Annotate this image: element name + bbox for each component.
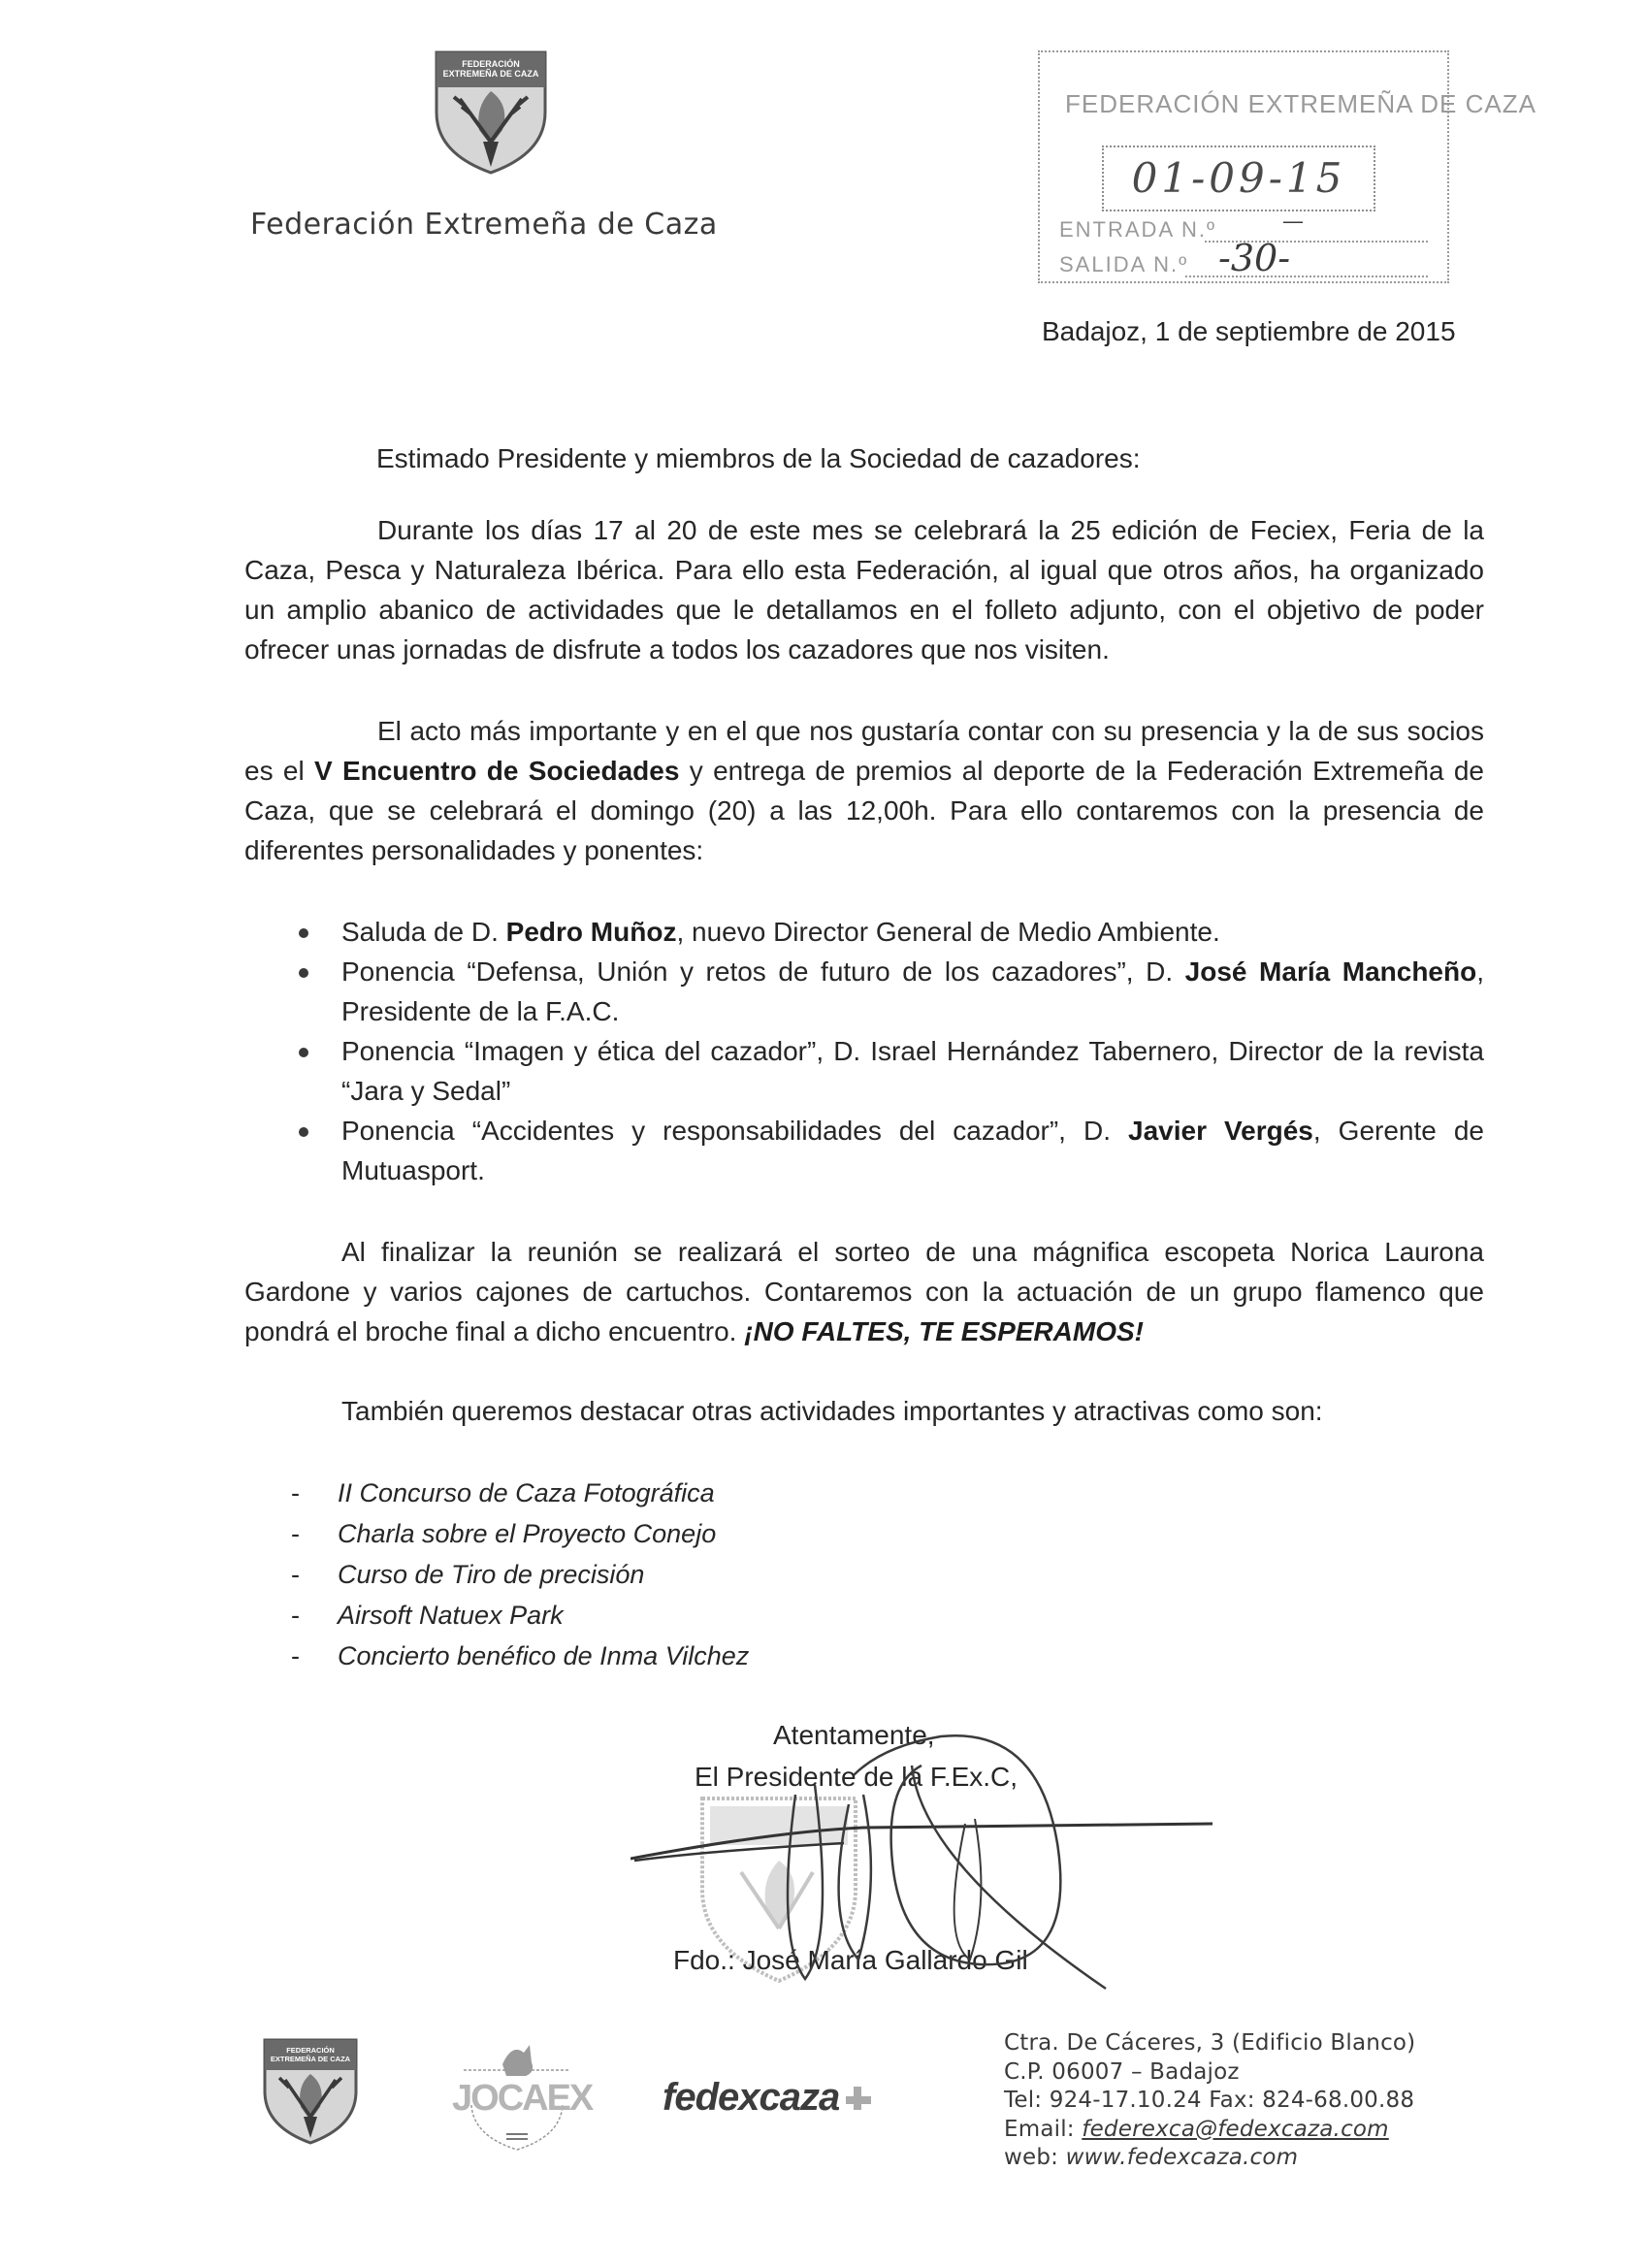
web-link[interactable]: www.fedexcaza.com	[1065, 2145, 1299, 2170]
organization-name: Federación Extremeña de Caza	[250, 208, 718, 242]
date-line: Badajoz, 1 de septiembre de 2015	[1042, 316, 1456, 346]
stamp-salida-value: -30-	[1218, 237, 1291, 279]
email-label: Email:	[1004, 2116, 1083, 2142]
speaker-item: Ponencia “Imagen y ética del cazador”, D. Israel Hernández Tabernero, Director de la revista “Jara y Sedal”	[341, 1031, 1484, 1111]
salutation: Estimado Presidente y miembros de la Sociedad de cazadores:	[376, 443, 1141, 473]
bullet-icon	[299, 1127, 308, 1137]
dash-icon: -	[291, 1641, 300, 1670]
footer-logo-jocaex	[444, 2043, 593, 2152]
email-link[interactable]: federexca@fedexcaza.com	[1082, 2116, 1389, 2142]
paragraph-3	[244, 1232, 1484, 1351]
jocaex-wordmark: JOCAEX	[452, 2078, 593, 2119]
web-label: web:	[1004, 2145, 1066, 2170]
activities-list	[291, 1473, 1017, 1676]
stamp-title: FEDERACIÓN EXTREMEÑA DE CAZA	[1065, 89, 1536, 118]
activity-item: - II Concurso de Caza Fotográfica	[338, 1473, 1017, 1513]
logo-text-line1: FEDERACIÓN	[462, 59, 520, 69]
speaker-item: Ponencia “Defensa, Unión y retos de futuro de los cazadores”, D. José María Mancheño, Presidente de la F.A.C.	[341, 952, 1484, 1031]
dash-icon: -	[291, 1560, 300, 1589]
stamp-date: 01-09-15	[1102, 146, 1375, 211]
footer-logo-text-line2: EXTREMEÑA DE CAZA	[270, 2055, 351, 2063]
speaker-name: Pedro Muñoz	[505, 917, 677, 947]
paragraph-2-text: El acto más importante y en el que nos gustaría contar con su presencia y la de sus socios es el	[244, 716, 1484, 786]
registration-stamp	[1038, 50, 1536, 283]
federation-logo	[433, 49, 549, 177]
plus-icon	[844, 2085, 873, 2112]
signer-name: Fdo.: José María Gallardo Gil	[673, 1945, 1028, 1975]
signer-title: El Presidente de la F.Ex.C,	[695, 1762, 1018, 1792]
paragraph-2-text-cont: y entrega de premios al deporte de la Federación Extremeña de Caza, que se celebrará el domingo (20) a las 12,00h. Para ello contaremos con la presencia de diferentes personalidades y ponentes:	[244, 756, 1484, 865]
activity-item: - Concierto benéfico de Inma Vilchez	[338, 1636, 1017, 1676]
speakers-list	[341, 912, 1484, 1190]
paragraph-4: También queremos destacar otras actividades importantes y atractivas como son:	[341, 1396, 1323, 1426]
paragraph-1: Durante los días 17 al 20 de este mes se celebrará la 25 edición de Feciex, Feria de la Caza, Pesca y Naturaleza Ibérica. Para ello esta Federación, al igual que otros años, ha organizado un amplio abanico de actividades que le detallamos en el folleto adjunto, con el objetivo de poder ofrecer unas jornadas de disfrute a todos los cazadores que nos visiten.	[244, 515, 1484, 664]
postal-code: C.P. 06007 – Badajoz	[1004, 2058, 1240, 2085]
dash-icon: -	[291, 1519, 300, 1548]
bullet-icon	[299, 1048, 308, 1057]
contact-block	[1004, 2029, 1415, 2173]
handwritten-signature	[630, 1727, 1212, 2008]
footer-logo-text-line1: FEDERACIÓN	[286, 2046, 335, 2055]
speaker-item: Ponencia “Accidentes y responsabilidades del cazador”, D. Javier Vergés, Gerente de Mutuasport.	[341, 1111, 1484, 1190]
paragraph-3-text: Al finalizar la reunión se realizará el sorteo de una mágnifica escopeta Norica Laurona Gardone y varios cajones de cartuchos. Contaremos con la actuación de un grupo flamenco que pondrá el broche final a dicho encuentro.	[244, 1237, 1484, 1346]
web-row	[1004, 2144, 1415, 2173]
speaker-name: José María Mancheño	[1184, 956, 1477, 987]
call-to-action: ¡NO FALTES, TE ESPERAMOS!	[744, 1316, 1144, 1346]
dash-icon: -	[291, 1478, 300, 1507]
email-row	[1004, 2116, 1415, 2145]
bullet-icon	[299, 968, 308, 978]
dash-icon: -	[291, 1601, 300, 1630]
activity-item: - Airsoft Natuex Park	[338, 1595, 1017, 1636]
paragraph-2	[244, 711, 1484, 870]
stamp-salida-label: SALIDA N.º	[1059, 252, 1189, 276]
speaker-item: Saluda de D. Pedro Muñoz, nuevo Director General de Medio Ambiente.	[341, 912, 1484, 952]
activity-item: - Curso de Tiro de precisión	[338, 1554, 1017, 1595]
closing-salutation: Atentamente,	[773, 1720, 935, 1750]
fedexcaza-wordmark: fedexcaza	[663, 2076, 840, 2119]
bullet-icon	[299, 928, 308, 938]
stamp-entrada-label: ENTRADA N.º	[1059, 217, 1217, 242]
address: Ctra. De Cáceres, 3 (Edificio Blanco)	[1004, 2030, 1416, 2056]
stamp-entrada-value: —	[1282, 210, 1304, 234]
event-name: V Encuentro de Sociedades	[314, 756, 680, 786]
footer-logo-fedexcaza	[663, 2076, 873, 2120]
logo-text-line2: EXTREMEÑA DE CAZA	[442, 69, 539, 79]
speaker-name: Javier Vergés	[1128, 1116, 1313, 1146]
footer-logo-federation	[262, 2037, 359, 2146]
activity-item: - Charla sobre el Proyecto Conejo	[338, 1513, 1017, 1554]
phone-fax: Tel: 924-17.10.24 Fax: 824-68.00.88	[1004, 2088, 1415, 2113]
